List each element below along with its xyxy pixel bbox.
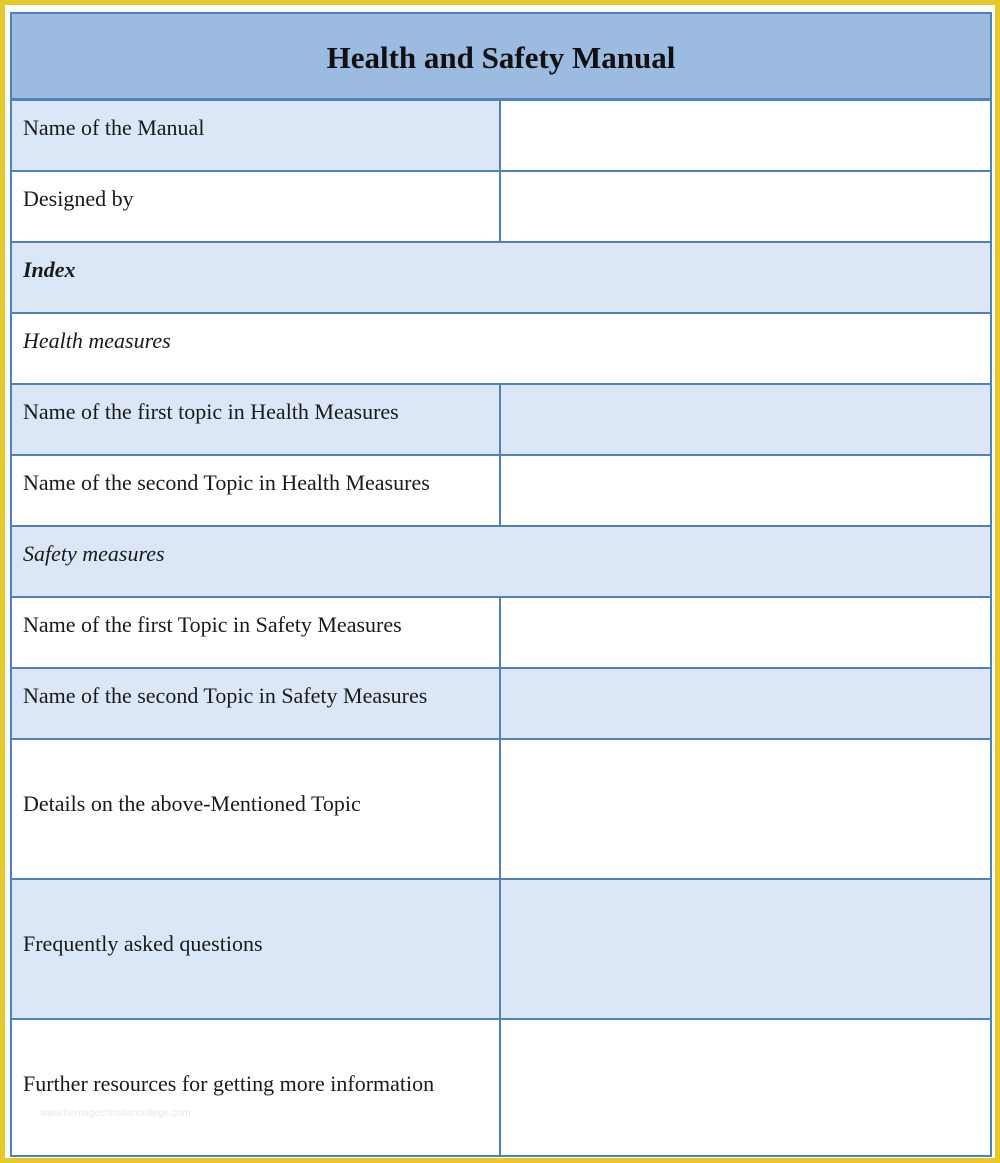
health-topic-2-field[interactable] bbox=[501, 456, 990, 525]
faq-field[interactable] bbox=[501, 880, 990, 1018]
label-cell bbox=[12, 385, 501, 454]
safety-measures-heading: Safety measures bbox=[23, 541, 165, 566]
label-cell bbox=[12, 880, 501, 1018]
label-cell bbox=[12, 598, 501, 667]
health-topic-1-label: Name of the first topic in Health Measures bbox=[23, 399, 399, 424]
row-safety-measures bbox=[12, 527, 990, 598]
row-faq bbox=[12, 880, 990, 1020]
further-resources-field[interactable] bbox=[501, 1020, 990, 1155]
index-heading: Index bbox=[23, 257, 76, 282]
details-label: Details on the above-Mentioned Topic bbox=[23, 791, 361, 816]
row-details bbox=[12, 740, 990, 880]
designed-by-field[interactable] bbox=[501, 172, 990, 241]
row-health-measures bbox=[12, 314, 990, 385]
row-index bbox=[12, 243, 990, 314]
row-name-of-manual bbox=[12, 101, 990, 172]
health-topic-2-label: Name of the second Topic in Health Measures bbox=[23, 470, 430, 495]
label-cell bbox=[12, 172, 501, 241]
form-title: Health and Safety Manual bbox=[326, 40, 676, 75]
row-health-topic-2 bbox=[12, 456, 990, 527]
name-of-manual-label: Name of the Manual bbox=[23, 115, 205, 140]
row-health-topic-1 bbox=[12, 385, 990, 456]
row-safety-topic-1 bbox=[12, 598, 990, 669]
name-of-manual-field[interactable] bbox=[501, 101, 990, 170]
safety-topic-1-field[interactable] bbox=[501, 598, 990, 667]
details-field[interactable] bbox=[501, 740, 990, 878]
title-bar bbox=[12, 14, 990, 101]
row-designed-by bbox=[12, 172, 990, 243]
label-cell bbox=[12, 101, 501, 170]
label-cell bbox=[12, 456, 501, 525]
label-cell bbox=[12, 1020, 501, 1155]
row-safety-topic-2 bbox=[12, 669, 990, 740]
health-topic-1-field[interactable] bbox=[501, 385, 990, 454]
watermark-text: www.heritagechristiancollege.com bbox=[40, 1108, 191, 1119]
label-cell bbox=[12, 740, 501, 878]
health-measures-heading: Health measures bbox=[23, 328, 171, 353]
faq-label: Frequently asked questions bbox=[23, 931, 263, 956]
safety-topic-2-field[interactable] bbox=[501, 669, 990, 738]
designed-by-label: Designed by bbox=[23, 186, 134, 211]
manual-form bbox=[10, 12, 992, 1157]
label-cell bbox=[12, 669, 501, 738]
further-resources-label: Further resources for getting more information bbox=[23, 1071, 435, 1096]
row-further-resources bbox=[12, 1020, 990, 1155]
safety-topic-1-label: Name of the first Topic in Safety Measures bbox=[23, 612, 402, 637]
safety-topic-2-label: Name of the second Topic in Safety Measures bbox=[23, 683, 428, 708]
